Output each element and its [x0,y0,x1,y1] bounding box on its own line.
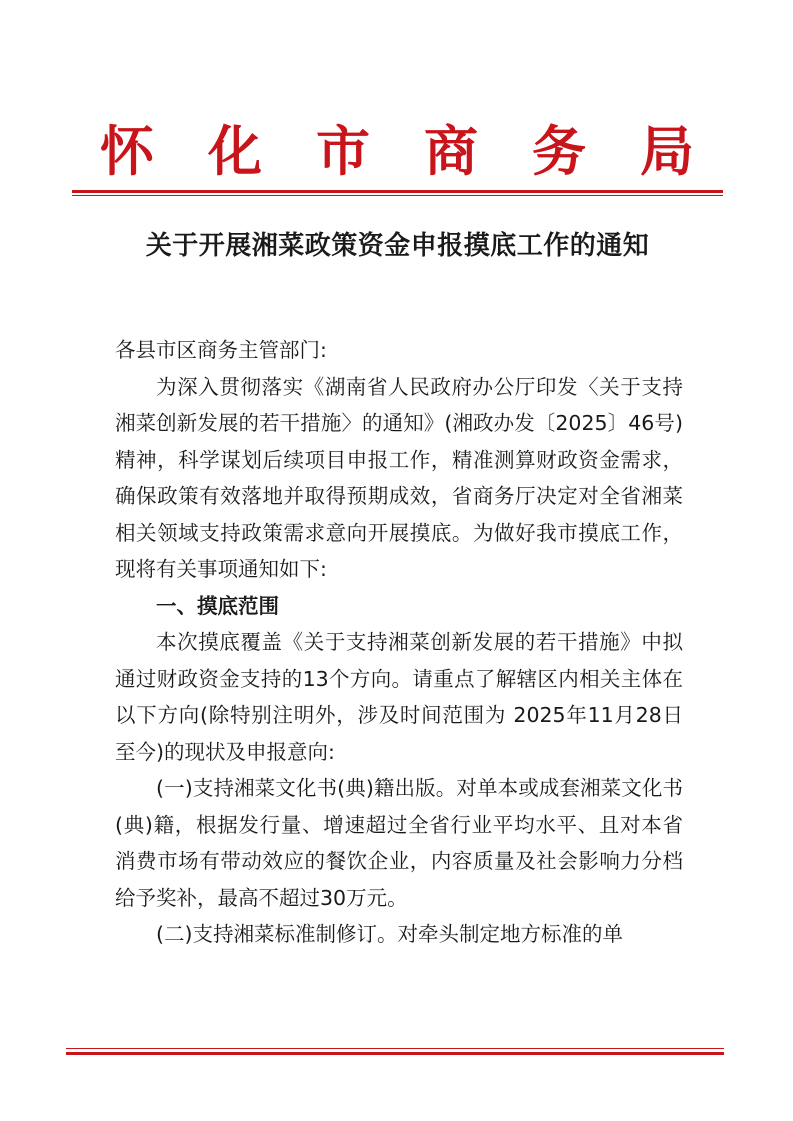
section-heading: 一、摸底范围 [156,593,279,618]
org-char: 化 [208,119,262,183]
paragraph-item-2: (二)支持湘菜标准制修订。对牵头制定地方标准的单 [156,922,623,946]
header-divider-thick [72,190,723,193]
org-char: 市 [316,119,370,183]
document-title: 关于开展湘菜政策资金申报摸底工作的通知 [145,231,650,261]
footer-divider-thin [66,1048,724,1049]
org-header [100,118,694,184]
salutation: 各县市区商务主管部门: [115,338,327,362]
document-body [115,332,683,953]
footer-divider-thick [66,1052,724,1055]
org-char: 局 [640,119,694,183]
org-char: 怀 [100,119,154,183]
org-char: 务 [532,119,586,183]
paragraph-scope: 本次摸底覆盖《关于支持湘菜创新发展的若干措施》中拟通过财政资金支持的13个方向。请重点了解辖区内相关主体在以下方向(除特别注明外，涉及时间范围为 2025年11月28日至今)的现状及申报意向: [115,630,683,764]
org-char: 商 [424,119,478,183]
paragraph-item-1: (一)支持湘菜文化书(典)籍出版。对单本或成套湘菜文化书(典)籍，根据发行量、增速超过全省行业平均水平、且对本省消费市场有带动效应的餐饮企业，内容质量及社会影响力分档给予奖补，最高不超过30万元。 [115,776,683,910]
header-divider-thin [72,195,723,196]
paragraph-intro: 为深入贯彻落实《湖南省人民政府办公厅印发〈关于支持湘菜创新发展的若干措施〉的通知》(湘政办发〔2025〕46号)精神，科学谋划后续项目申报工作，精准测算财政资金需求，确保政策有效落地并取得预期成效，省商务厅决定对全省湘菜相关领域支持政策需求意向开展摸底。为做好我市摸底工作，现将有关事项通知如下: [115,374,683,581]
